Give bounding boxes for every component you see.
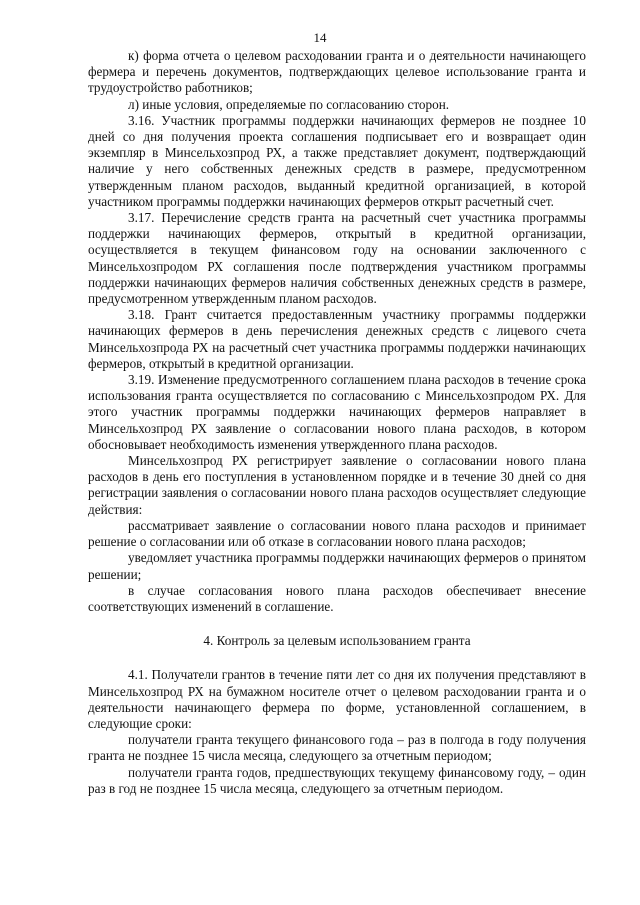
paragraph-3-18: 3.18. Грант считается предоставленным участнику программы поддержки начинающих фермеров в день перечисления денежных средств с лицевого счета Минсельхозпрода РХ на расчетный счет участника программы поддержки начинающих фермеров, открытый в кредитной организации. bbox=[88, 307, 586, 371]
paragraph-4-1: 4.1. Получатели грантов в течение пяти лет со дня их получения представляют в Минсельхозпрод РХ на бумажном носителе отчет о целевом расходовании гранта и о деятельности начинающего фермера по форме, установленной соглашением, в следующие сроки: bbox=[88, 667, 586, 731]
document-body bbox=[88, 48, 586, 797]
page-number: 14 bbox=[313, 30, 327, 45]
paragraph-registration: Минсельхозпрод РХ регистрирует заявление о согласовании нового плана расходов в день его поступления в установленном порядке и в течение 30 дней со дня регистрации заявления о согласовании нового плана расходов осуществляет следующие действия: bbox=[88, 453, 586, 517]
paragraph-action-notify: уведомляет участника программы поддержки начинающих фермеров о принятом решении; bbox=[88, 550, 586, 582]
paragraph-3-19: 3.19. Изменение предусмотренного соглашением плана расходов в течение срока использования гранта осуществляется по согласованию с Минсельхозпродом РХ. Для этого участник программы поддержки начинающих фермеров направляет в Минсельхозпрод РХ заявление о согласовании нового плана расходов, в котором обосновывает необходимость изменения утвержденного плана расходов. bbox=[88, 372, 586, 452]
paragraph-action-amend: в случае согласования нового плана расходов обеспечивает внесение соответствующих изменений в соглашение. bbox=[88, 582, 586, 614]
paragraph-current-year: получатели гранта текущего финансового года – раз в полгода в году получения гранта не позднее 15 числа месяца, следующего за отчетным периодом; bbox=[88, 732, 586, 764]
paragraph-previous-years: получатели гранта годов, предшествующих текущему финансовому году, – один раз в год не позднее 15 числа месяца, следующего за отчетным периодом. bbox=[88, 764, 586, 796]
paragraph-item-k: к) форма отчета о целевом расходовании гранта и о деятельности начинающего фермера и перечень документов, подтверждающих целевое использование гранта и трудоустройство работников; bbox=[88, 48, 586, 96]
paragraph-action-review: рассматривает заявление о согласовании нового плана расходов и принимает решение о согласовании или об отказе в согласовании нового плана расходов; bbox=[88, 517, 586, 550]
paragraph-3-16: 3.16. Участник программы поддержки начинающих фермеров не позднее 10 дней со дня получения проекта соглашения подписывает его и возвращает один экземпляр в Минсельхозпрод РХ, а также представляет документ, подтверждающий наличие у него собственных денежных средств в размере, предусмотренном утвержденным планом расходов, выданный кредитной организацией, в которой участником программы поддержки начинающих фермеров открыт расчетный счет. bbox=[88, 112, 586, 209]
section-heading: 4. Контроль за целевым использованием гранта bbox=[203, 633, 471, 649]
paragraph-3-17: 3.17. Перечисление средств гранта на расчетный счет участника программы поддержки начинающих фермеров, открытый в кредитной организации, осуществляется в текущем финансовом году на основании заключенного с Минсельхозпродом РХ соглашения после подтверждения участником программы поддержки начинающих фермеров наличия собственных денежных средств в размере, предусмотренном утвержденным планом расходов. bbox=[88, 210, 586, 307]
paragraph-item-l: л) иные условия, определяемые по согласованию сторон. bbox=[128, 96, 450, 112]
